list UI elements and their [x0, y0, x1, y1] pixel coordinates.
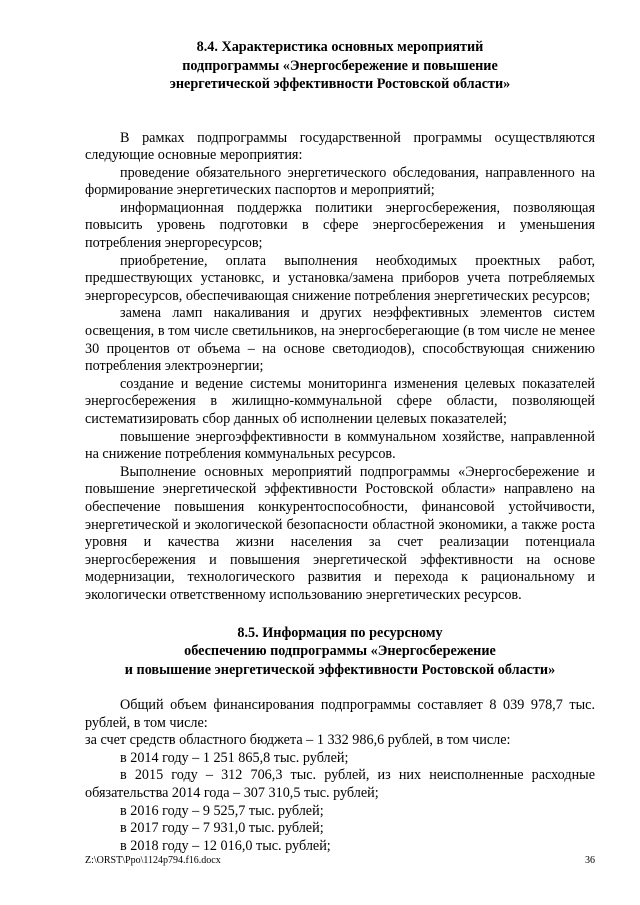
section-8-5-body — [85, 697, 595, 855]
section-8-5-title-line-1: 8.5. Информация по ресурсному — [237, 624, 443, 641]
paragraph-year-2015: в 2015 году – 312 706,3 тыс. рублей, из них неисполненные расходные обязательства 2014 года – 307 310,5 тыс. рублей; — [85, 767, 595, 801]
paragraph-year-2017: в 2017 году – 7 931,0 тыс. рублей; — [120, 820, 324, 837]
paragraph-intro: В рамках подпрограммы государственной программы осуществляются следующие основные мероприятия: — [85, 129, 595, 164]
paragraph-total-funding: Общий объем финансирования подпрограммы составляет 8 039 978,7 тыс. рублей, в том числе: — [85, 697, 595, 731]
paragraph-energy-audit: проведение обязательного энергетического обследования, направленного на формирование энергетических паспортов и мероприятий; — [85, 164, 595, 199]
section-8-4-title-line-3: энергетической эффективности Ростовской области» — [169, 76, 511, 92]
footer-file-path: Z:\ORST\Ppo\1124p794.f16.docx — [85, 855, 221, 866]
paragraph-meter-installation: приобретение, оплата выполнения необходимых проектных работ, предшествующих установкс, и установка/замена приборов учета потребляемых энергоресурсов, обеспечивающая снижение потребления энергетических ресурсов; — [85, 252, 595, 304]
paragraph-regional-budget: за счет средств областного бюджета – 1 332 986,6 рублей, в том числе: — [85, 732, 511, 749]
section-8-4-body — [85, 130, 595, 605]
paragraph-information-support: информационная поддержка политики энергосбережения, позволяющая повысить уровень подготовки в сфере энергосбережения и уменьшения потребления энергоресурсов; — [85, 199, 595, 252]
paragraph-year-2016: в 2016 году – 9 525,7 тыс. рублей; — [120, 802, 324, 819]
paragraph-communal-efficiency: повышение энергоэффективности в коммунальном хозяйстве, направленной на снижение потребления коммунальных ресурсов. — [85, 428, 595, 463]
section-8-4-title — [85, 38, 595, 94]
paragraph-monitoring-system: создание и ведение системы мониторинга изменения целевых показателей энергосбережения в жилищно-коммунальной сфере области, позволяющей систематизировать сбор данных об исполнении целевых показателей; — [85, 375, 595, 427]
section-8-4-title-line-1: 8.4. Характеристика основных мероприятий — [196, 39, 484, 55]
paragraph-year-2018: в 2018 году – 12 016,0 тыс. рублей; — [120, 837, 331, 854]
footer-page-number: 36 — [585, 855, 595, 866]
document-page — [85, 38, 595, 855]
paragraph-year-2014: в 2014 году – 1 251 865,8 тыс. рублей; — [120, 749, 349, 766]
section-8-5-title — [85, 624, 595, 680]
section-8-5-title-line-2: обеспечению подпрограммы «Энергосбережение — [184, 643, 496, 660]
section-8-4-title-line-2: подпрограммы «Энергосбережение и повышение — [182, 57, 498, 74]
paragraph-summary: Выполнение основных мероприятий подпрограммы «Энергосбережение и повышение энергетической эффективности Ростовской области» направлено на обеспечение повышения конкурентоспособности, финансовой устойчивости, энергетической и экологической безопасности областной экономики, а также роста уровня и качества жизни населения за счет реализации потенциала энергосбережения и повышения энергетической эффективности на основе модернизации, технологического развития и перехода к рациональному и экологически ответственному использованию энергетических ресурсов. — [85, 463, 595, 603]
paragraph-lamp-replacement: замена ламп накаливания и других неэффективных элементов систем освещения, в том числе светильников, на энергосберегающие (в том числе не менее 30 процентов от объема – на основе светодиодов), способствующая снижению потребления электроэнергии; — [85, 305, 595, 375]
section-8-5-title-line-3: и повышение энергетической эффективности Ростовской области» — [124, 661, 556, 678]
